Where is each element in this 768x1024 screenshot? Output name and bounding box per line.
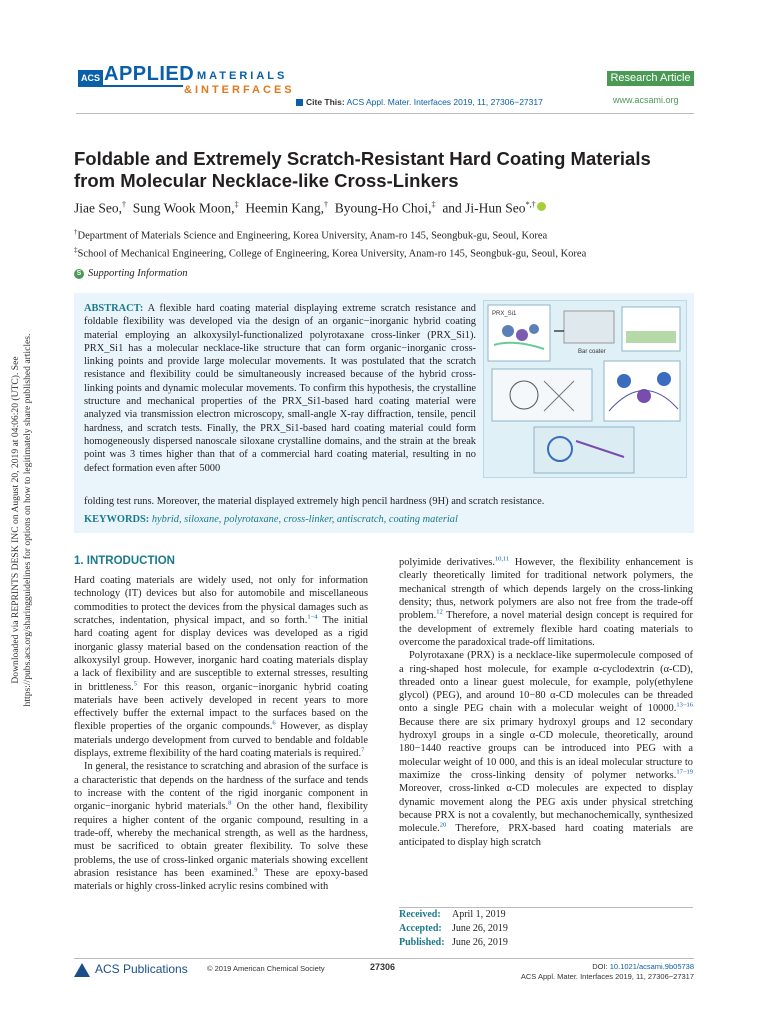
citation-ref[interactable]: 20 <box>439 821 447 829</box>
date-row <box>399 936 693 950</box>
doi-block <box>520 962 694 981</box>
date-label: Accepted: <box>399 923 442 934</box>
author-name[interactable]: Sung Wook Moon, <box>132 200 235 216</box>
text-run: Because there are six primary hydroxyl groups and 12 secondary hydroxyl groups in a single α-CD molecule, theoretically, around 180−1440 reactive groups can be introduced into PEG with a molecular weight of 10 000, and this is an ideal molecular structure to maximize the cross-linking density of polymer networks. <box>399 716 693 781</box>
author-name[interactable]: Jiae Seo, <box>74 200 122 216</box>
citation-ref[interactable]: 17−19 <box>676 768 693 776</box>
acs-publications-icon <box>74 963 90 977</box>
toc-node <box>617 374 631 388</box>
author-name[interactable]: and Ji-Hun Seo <box>442 200 526 216</box>
header-divider <box>76 113 694 114</box>
date-value: April 1, 2019 <box>452 909 506 920</box>
download-side-note-text: Downloaded via REPRINTS DESK INC on August 20, 2019 at 04:06:20 (UTC). See https://pubs.acs.org/sharingguidelines for options on how to legitimately share published articles. <box>10 333 33 707</box>
body-column-left <box>74 574 368 894</box>
citation-ref[interactable]: 1−4 <box>307 613 318 621</box>
toc-graphic <box>483 300 687 478</box>
text-run: On the other hand, flexibility requires a higher content of the organic compound, resulting in a trade-off, whereby the mechanical strength, as well as the hardness, must be sacrificed to obtain greater flexibility. To solve these problems, the use of cross-linked organic materials showing excellent abrasion resistance has been examined. <box>74 801 368 879</box>
author-mark: ‡ <box>234 200 239 209</box>
journal-logo-applied: APPLIED <box>104 63 195 85</box>
doi-line <box>520 962 694 972</box>
paragraph <box>399 649 693 849</box>
logo-underline <box>78 85 183 87</box>
supporting-information-link[interactable] <box>74 268 187 279</box>
doi-link[interactable]: 10.1021/acsami.9b05738 <box>609 962 694 971</box>
affiliation-text: School of Mechanical Engineering, College of Engineering, Korea University, Anam-ro 145, Seongbuk-gu, Seoul, Korea <box>77 248 587 260</box>
download-side-note <box>10 320 33 720</box>
text-run: Moreover, cross-linked α-CD molecules are expected to display dynamic movement along the PEG axis under physical stretching because PRX is not a covalently, but mechanochemically, synthesized molecule. <box>399 783 693 835</box>
author-mark: † <box>324 200 329 209</box>
citation-ref[interactable]: 8 <box>228 799 232 807</box>
toc-coater-panel <box>564 311 614 343</box>
abstract-text <box>84 302 476 475</box>
date-value: June 26, 2019 <box>452 923 508 934</box>
journal-logo-materials: MATERIALS <box>197 70 288 82</box>
supporting-info-icon: S <box>74 269 84 279</box>
toc-molecule-panel <box>492 369 592 421</box>
text-run: However, as display materials undergo development from curved to bendable and foldable displays, extreme flexibility of the hard coating materials is required. <box>74 721 368 760</box>
abstract-label: ABSTRACT: <box>84 303 144 314</box>
doi-label: DOI: <box>592 962 608 971</box>
date-row <box>399 908 693 922</box>
author-mark: ‡ <box>431 200 436 209</box>
date-label: Received: <box>399 909 441 920</box>
text-run: Therefore, PRX-based hard coating materials are anticipated to display high scratch <box>399 823 693 848</box>
text-run: For this reason, organic−inorganic hybrid coating materials have been actively developed in recent years to more effectively buffer the external impact to the surfaces based on the flexible properties of the organic compounds. <box>74 681 368 733</box>
cite-icon <box>296 99 303 106</box>
toc-graphic-svg <box>484 301 686 477</box>
abstract-body: A flexible hard coating material displaying extreme scratch resistance and foldable flexibility was developed via the design of an organic−inorganic hybrid coating material employing an alkoxysilyl-functionalized polyrotaxane cross-linker (PRX_Si1). PRX_Si1 has a molecular necklace-like structure that can form organic−inorganic cross-linking points and provide large molecular movements. It was postulated that the scratch resistance and flexibility could be simultaneously increased because of the hybrid cross-linking points and dynamic molecular movements. To confirm this hypothesis, the crystalline structure and mechanical properties of the PRX_Si1-based hard coating material were analyzed via transmission electron microscopy, small-angle X-ray diffraction, tensile, pencil hardness, and scratch tests. Finally, the PRX_Si1-based hard coating material could form homogeneously dispersed nanoscale siloxane crystalline domains, and the strain at the break point was 3 times higher than that of a commercial hard coating material, resulting in no defect formation even after 5000 <box>84 303 476 474</box>
affiliation-mark: † <box>74 228 78 236</box>
toc-film-panel <box>622 307 680 351</box>
text-run: These are epoxy-based materials or highly cross-linked acrylic resins combined with <box>74 867 368 893</box>
article-title: Foldable and Extremely Scratch-Resistant Hard Coating Materials from Molecular Necklace-like Cross-Linkers <box>74 148 651 191</box>
author-name[interactable]: Byoung-Ho Choi, <box>334 200 432 216</box>
citation-ref[interactable]: 10,11 <box>494 555 510 563</box>
date-value: June 26, 2019 <box>452 937 508 948</box>
citation-ref[interactable]: 6 <box>272 719 276 727</box>
abstract-tail: folding test runs. Moreover, the material displayed extremely high pencil hardness (9H) and scratch resistance. <box>84 496 545 507</box>
journal-logo-interfaces: &INTERFACES <box>184 84 295 96</box>
author-name[interactable]: Heemin Kang, <box>245 200 325 216</box>
toc-ring-shape <box>529 324 539 334</box>
toc-film-shape <box>626 331 676 343</box>
toc-bar-coater-label: Bar coater <box>578 349 606 355</box>
text-run: Polyrotaxane (PRX) is a necklace-like supermolecule composed of a ring-shaped host molecule, for example α-cyclodextrin (α-CD), threaded onto a linear guest molecule, for example, poly(ethylene glycol) (PEG), and around 10−80 α-CD molecules can be threaded onto a single PEG chain with a molecular weight of 10000. <box>399 650 693 715</box>
journal-logo-acs: ACS <box>78 70 103 85</box>
article-type-badge: Research Article <box>607 71 694 86</box>
toc-ring-shape <box>516 329 528 341</box>
keywords <box>84 514 458 525</box>
affiliation-mark: ‡ <box>74 246 78 254</box>
orcid-icon[interactable] <box>537 202 546 211</box>
cite-reference[interactable]: ACS Appl. Mater. Interfaces 2019, 11, 27306−27317 <box>346 97 543 107</box>
cite-this[interactable] <box>296 97 543 107</box>
citation-ref[interactable]: 7 <box>361 746 365 754</box>
text-run: polyimide derivatives. <box>399 557 495 568</box>
journal-website-link[interactable]: www.acsami.org <box>613 95 679 105</box>
citation-ref[interactable]: 12 <box>436 608 443 616</box>
author-mark: † <box>122 200 126 209</box>
text-run: The initial hard coating agent for display devices was developed as a rigid inorganic glassy material based on the condensation reaction of the alkoxysilyl group. However, inorganic hard coating materials display a lack of flexibility and are susceptible to external stresses, resulting in brittleness. <box>74 614 368 693</box>
citation-ref[interactable]: 5 <box>133 680 138 688</box>
affiliation <box>74 228 547 242</box>
affiliation <box>74 246 586 260</box>
date-label: Published: <box>399 937 445 948</box>
citation-ref[interactable]: 9 <box>254 866 258 874</box>
paragraph <box>74 760 368 893</box>
acs-publications-logo[interactable] <box>74 962 188 977</box>
text-run: Therefore, a novel material design concept is required for the development of extremely flexible hard coating materials to overcome the paradoxical trade-off limitations. <box>399 610 693 648</box>
cite-label: Cite This: <box>306 97 345 107</box>
toc-ring-shape <box>502 325 514 337</box>
keywords-label: KEYWORDS: <box>84 514 150 525</box>
affiliation-text: Department of Materials Science and Engineering, Korea University, Anam-ro 145, Seongbuk-gu, Seoul, Korea <box>77 230 548 242</box>
supporting-information-label: Supporting Information <box>88 268 188 279</box>
author-mark: *,† <box>525 200 536 209</box>
text-run: Hard coating materials are widely used, not only for information technology (IT) devices but also for automobile and miscellaneous commodities to protect the devices from the physical damages such as scratches, indentation, physical impact, and so forth. <box>74 575 368 626</box>
toc-node <box>657 372 671 386</box>
paragraph <box>74 574 368 760</box>
author-list <box>74 200 546 217</box>
date-row <box>399 922 693 936</box>
journal-ref: ACS Appl. Mater. Interfaces 2019, 11, 27306−27317 <box>520 971 694 981</box>
toc-prx-label: PRX_Si1 <box>492 311 517 317</box>
keywords-list: hybrid, siloxane, polyrotaxane, cross-linker, antiscratch, coating material <box>151 514 458 525</box>
paragraph <box>399 556 693 649</box>
text-run: In general, the resistance to scratching and abrasion of the surface is a characteristic that depends on the hardness of the surface and tends to increase with the content of the rigid inorganic component in organic−inorganic hybrid materials. <box>74 761 368 813</box>
page-number: 27306 <box>370 962 396 972</box>
acs-publications-text: ACS Publications <box>95 962 188 976</box>
body-column-right <box>399 556 693 849</box>
footer-divider <box>74 958 694 959</box>
text-run: However, the flexibility enhancement is clearly theoretically limited for traditional network polymers, the mechanical strength of which depends largely on the cross-linking density; thus, network polymers are also not free from the trade-off problem. <box>399 557 693 622</box>
copyright: © 2019 American Chemical Society <box>207 964 325 973</box>
section-heading: 1. INTRODUCTION <box>74 555 175 567</box>
publication-dates <box>399 907 693 950</box>
citation-ref[interactable]: 13−16 <box>676 701 693 709</box>
